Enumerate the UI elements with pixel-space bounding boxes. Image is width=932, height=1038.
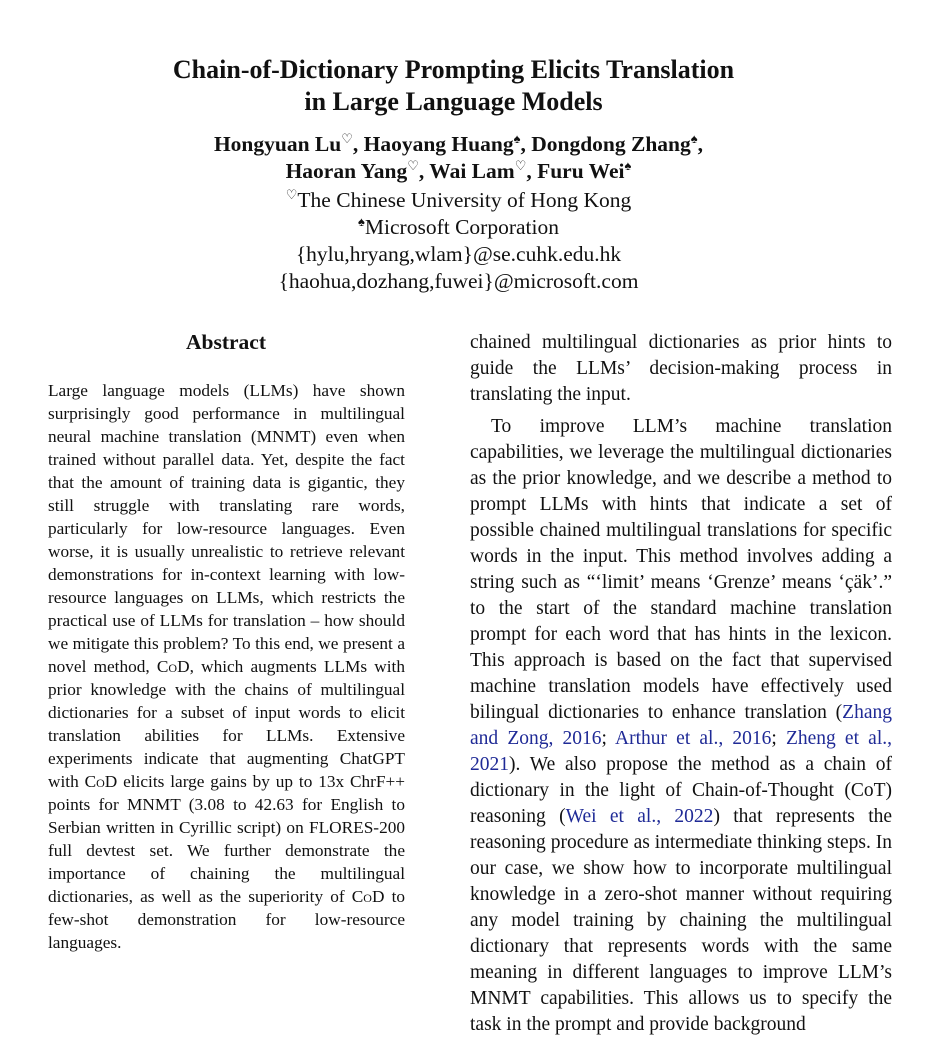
affiliation-cuhk: ♡The Chinese University of Hong Kong — [285, 187, 632, 212]
author-line-1: Hongyuan Lu♡, Haoyang Huang♠, Dongdong Zhang♠, — [213, 131, 704, 156]
affiliation-mark: ♡ — [341, 131, 353, 146]
citation-link[interactable]: Zheng et al., 2021 — [470, 728, 892, 775]
citation-link[interactable]: Zhang and Zong, 2016 — [470, 702, 892, 749]
affiliation-mark: ♠ — [358, 214, 365, 229]
author-name: Hongyuan Lu — [213, 132, 342, 156]
introduction-column — [470, 330, 892, 1038]
affiliation-mark: ♡ — [514, 158, 527, 173]
affiliation-microsoft: ♠Microsoft Corporation — [358, 214, 559, 239]
affiliations — [0, 187, 917, 295]
citation-link[interactable]: Arthur et al., 2016 — [615, 728, 772, 749]
author-line-2: Haoran Yang♡, Wai Lam♡, Furu Wei♠ — [285, 158, 632, 183]
affiliation-mark: ♠ — [624, 158, 632, 173]
method-name: CoD — [84, 772, 118, 791]
author-name: Wai Lam — [429, 159, 515, 183]
affiliation-mark: ♠ — [513, 131, 521, 146]
author-name: Furu Wei — [537, 159, 625, 183]
author-name: Dongdong Zhang — [531, 132, 691, 156]
author-name: Haoyang Huang — [363, 132, 514, 156]
author-name: Haoran Yang — [285, 159, 408, 183]
affiliation-mark: ♡ — [407, 158, 419, 173]
author-list — [0, 131, 917, 185]
affiliation-mark: ♡ — [285, 187, 298, 202]
paper-title — [0, 54, 907, 118]
affiliation-mark: ♠ — [690, 131, 698, 146]
intro-paragraph-1: chained multilingual dictionaries as prior hints to guide the LLMs’ decision-making process in translating the input. — [470, 332, 892, 405]
citation-link[interactable]: Wei et al., 2022 — [565, 806, 714, 827]
abstract-heading: Abstract — [185, 330, 266, 354]
email-cuhk: {hylu,hryang,wlam}@se.cuhk.edu.hk — [295, 242, 622, 266]
abstract-text: Large language models (LLMs) have shown surprisingly good performance in multilingual neural machine translation (MNMT) even when trained without parallel data. Yet, despite the fact that the amount of training data is gigantic, they still struggle with translating rare words, particularly for low-resource languages. Even worse, it is usually unrealistic to retrieve relevant demonstrations for in-context learning with low-resource languages on LLMs, which restricts the practical use of LLMs for translation – how should we mitigate this problem? To this end, we present a novel method, CoD, which augments LLMs with prior knowledge with the chains of multilingual dictionaries for a subset of input words to elicit translation abilities for LLMs. Extensive experiments indicate that augmenting ChatGPT with CoD elicits large gains by up to 13x ChrF++ points for MNMT (3.08 to 42.63 for English to Serbian written in Cyrillic script) on FLORES-200 full devtest set. We further demonstrate the importance of chaining the multilingual dictionaries, as well as the superiority of CoD to few-shot demonstration for low-resource languages. — [48, 381, 406, 952]
method-name: CoD — [156, 657, 190, 676]
email-microsoft: {haohua,dozhang,fuwei}@microsoft.com — [278, 269, 639, 293]
method-name: CoD — [351, 887, 385, 906]
title-line-1: Chain-of-Dictionary Prompting Elicits Translation — [172, 55, 735, 84]
title-line-2: in Large Language Models — [304, 87, 603, 116]
intro-paragraph-2: To improve LLM’s machine translation capabilities, we leverage the multilingual dictionaries as the prior knowledge, and we describe a method to prompt LLMs with hints that indicate a set of possible chained multilingual translations for specific words in the input. This method involves adding a string such as “‘limit’ means ‘Grenze’ means ‘çäk’.” to the start of the standard machine translation prompt for each word that has hints in the lexicon. This approach is based on the fact that supervised machine translation models have effectively used bilingual dictionaries to enhance translation (Zhang and Zong, 2016; Arthur et al., 2016; Zheng et al., 2021). We also propose the method as a chain of dictionary in the light of Chain-of-Thought (CoT) reasoning (Wei et al., 2022) that represents the reasoning procedure as intermediate thinking steps. In our case, we show how to incorporate multilingual knowledge in a zero-shot manner without requiring any model training by chaining the multilingual dictionary that represents words with the same meaning in different languages to improve LLM’s MNMT capabilities. This allows us to specify the task in the prompt and provide background — [470, 416, 893, 1035]
